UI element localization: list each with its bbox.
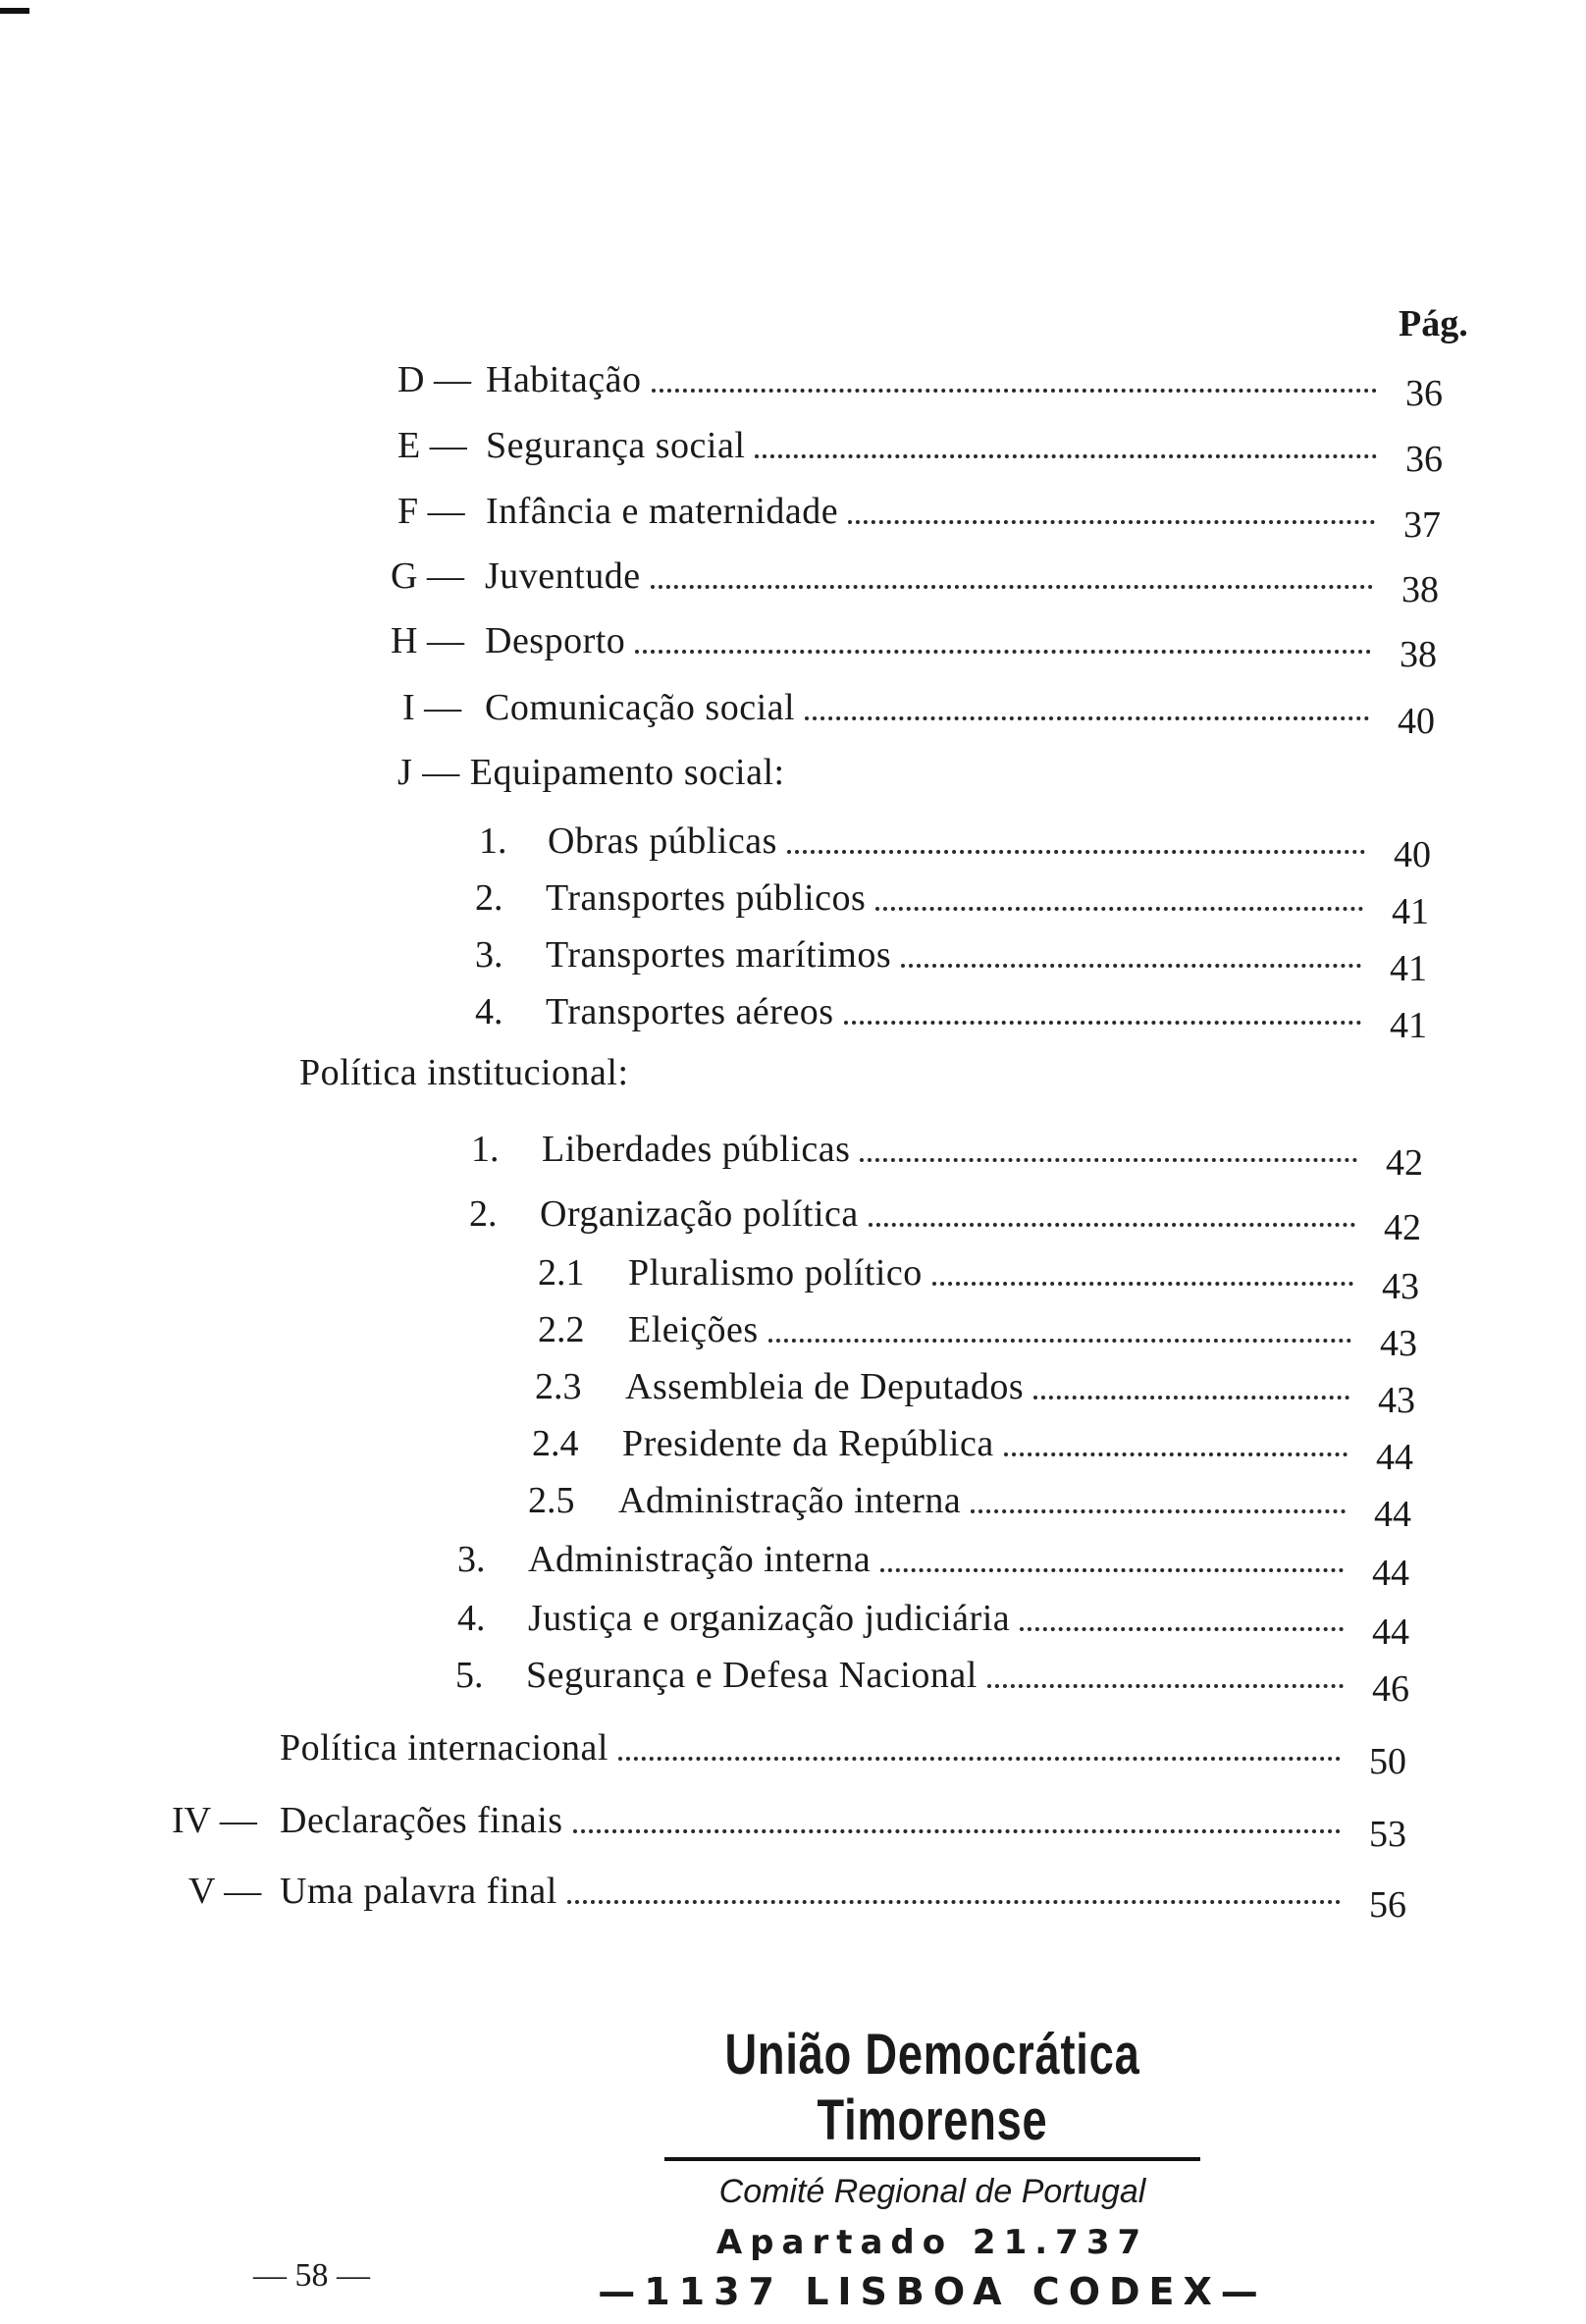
toc-entry-number: 2.4 bbox=[532, 1423, 579, 1464]
leader-dots bbox=[869, 1223, 1355, 1227]
toc-entry bbox=[188, 1871, 1406, 1926]
toc-entry-title: Eleições bbox=[628, 1309, 759, 1350]
toc-entry bbox=[280, 1727, 1406, 1782]
toc-entry-page: 53 bbox=[1369, 1814, 1406, 1855]
toc-entry bbox=[538, 1252, 1419, 1307]
leader-dots bbox=[1033, 1396, 1349, 1400]
toc-entry-page: 40 bbox=[1394, 834, 1431, 875]
toc-entry-title: Liberdades públicas bbox=[542, 1129, 851, 1170]
leader-dots bbox=[880, 1568, 1344, 1572]
toc-entry bbox=[479, 820, 1431, 875]
toc-entry-number: 2.1 bbox=[538, 1252, 585, 1294]
toc-entry-page: 44 bbox=[1372, 1553, 1409, 1594]
toc-entry-title: Segurança social bbox=[486, 425, 746, 466]
toc-entry-title: Organização política bbox=[540, 1193, 859, 1235]
toc-entry-page: 44 bbox=[1376, 1437, 1413, 1478]
organization-stamp bbox=[589, 2022, 1276, 2313]
toc-entry-number: 3. bbox=[457, 1539, 486, 1580]
toc-entry-page: 37 bbox=[1403, 504, 1441, 546]
toc-entry-number: 2. bbox=[475, 877, 503, 919]
toc-entry-page: 36 bbox=[1405, 373, 1443, 414]
toc-entry-page: 50 bbox=[1369, 1741, 1406, 1782]
leader-dots bbox=[844, 1021, 1361, 1025]
toc-entry-number: 5. bbox=[455, 1655, 484, 1696]
toc-entry-title: Juventude bbox=[485, 555, 641, 597]
leader-dots bbox=[805, 716, 1369, 720]
toc-entry-title: Assembleia de Deputados bbox=[625, 1366, 1025, 1407]
toc-entry-letter: E — bbox=[397, 425, 467, 466]
leader-dots bbox=[971, 1509, 1346, 1513]
toc-entry bbox=[391, 620, 1437, 675]
toc-entry-roman: IV — bbox=[172, 1800, 257, 1841]
toc-entry bbox=[532, 1423, 1413, 1478]
leader-dots bbox=[987, 1684, 1344, 1688]
toc-entry-number: 4. bbox=[475, 991, 503, 1032]
toc-entry-page: 41 bbox=[1390, 948, 1427, 989]
toc-entry-number: 4. bbox=[457, 1598, 486, 1639]
toc-entry-title: Justiça e organização judiciária bbox=[528, 1598, 1011, 1639]
leader-dots bbox=[652, 389, 1377, 393]
toc-entry-title: Administração interna bbox=[528, 1539, 872, 1580]
leader-dots bbox=[635, 650, 1371, 654]
toc-entry-letter: F — bbox=[397, 491, 465, 532]
toc-entry-title: Desporto bbox=[485, 620, 626, 661]
toc-entry-title: Presidente da República bbox=[622, 1423, 994, 1464]
stamp-po-box: Apartado 21.737 bbox=[715, 2223, 1149, 2262]
toc-entry-page: 46 bbox=[1372, 1668, 1409, 1710]
toc-entry-page: 44 bbox=[1372, 1611, 1409, 1653]
toc-entry-title: Habitação bbox=[486, 359, 642, 400]
toc-entry bbox=[475, 991, 1427, 1046]
leader-dots bbox=[573, 1829, 1341, 1833]
toc-entry bbox=[457, 1598, 1409, 1653]
toc-entry-page: 42 bbox=[1386, 1142, 1423, 1184]
toc-entry bbox=[397, 491, 1441, 546]
leader-dots bbox=[932, 1282, 1353, 1286]
toc-entry bbox=[455, 1655, 1409, 1710]
toc-entry-letter: I — bbox=[402, 687, 462, 728]
stamp-organization-name: União Democrática Timorense bbox=[664, 2022, 1200, 2161]
toc-entry-title: Infância e maternidade bbox=[486, 491, 839, 532]
toc-entry-page: 38 bbox=[1401, 569, 1439, 610]
leader-dots bbox=[755, 454, 1377, 458]
toc-entry-title: Transportes públicos bbox=[546, 877, 867, 919]
leader-dots bbox=[768, 1339, 1351, 1343]
toc-entry bbox=[402, 687, 1435, 742]
leader-dots bbox=[618, 1757, 1341, 1761]
toc-entry-title: Transportes marítimos bbox=[546, 934, 892, 976]
toc-entry-letter: D — bbox=[397, 359, 471, 400]
toc-entry bbox=[457, 1539, 1409, 1594]
toc-entry-number: 2.3 bbox=[535, 1366, 582, 1407]
toc-entry-page: 43 bbox=[1382, 1266, 1419, 1307]
toc-entry-number: 2. bbox=[469, 1193, 498, 1235]
toc-entry-number: 2.2 bbox=[538, 1309, 585, 1350]
toc-entry-number: 2.5 bbox=[528, 1480, 575, 1521]
page-number: — 58 — bbox=[253, 2257, 370, 2294]
toc-entry bbox=[475, 934, 1427, 989]
toc-entry-title: Política internacional bbox=[280, 1727, 608, 1769]
toc-entry bbox=[475, 877, 1429, 932]
toc-entry bbox=[397, 425, 1443, 480]
toc-entry-page: 43 bbox=[1378, 1380, 1415, 1421]
toc-entry-page: 41 bbox=[1390, 1005, 1427, 1046]
toc-entry-title: Administração interna bbox=[618, 1480, 962, 1521]
toc-entry-page: 42 bbox=[1384, 1207, 1421, 1248]
toc-entry-number: 1. bbox=[479, 820, 507, 862]
toc-entry-letter: H — bbox=[391, 620, 464, 661]
toc-entry-title: Declarações finais bbox=[280, 1800, 563, 1841]
toc-entry-roman: V — bbox=[188, 1871, 262, 1912]
leader-dots bbox=[875, 907, 1363, 911]
leader-dots bbox=[1020, 1627, 1344, 1631]
toc-entry bbox=[471, 1129, 1423, 1184]
toc-entry-title: Segurança e Defesa Nacional bbox=[526, 1655, 978, 1696]
toc-entry-number: 1. bbox=[471, 1129, 500, 1170]
section-heading-equipamento: J — Equipamento social: bbox=[397, 752, 785, 793]
leader-dots bbox=[901, 964, 1361, 968]
toc-entry-title: Uma palavra final bbox=[280, 1871, 557, 1912]
leader-dots bbox=[1004, 1452, 1348, 1456]
toc-entry bbox=[397, 359, 1443, 414]
toc-entry bbox=[535, 1366, 1415, 1421]
toc-entry-page: 36 bbox=[1405, 439, 1443, 480]
toc-entry-page: 38 bbox=[1400, 634, 1437, 675]
toc-entry-letter: G — bbox=[391, 555, 464, 597]
toc-entry-page: 44 bbox=[1374, 1494, 1411, 1535]
toc-entry-page: 43 bbox=[1380, 1323, 1417, 1364]
toc-entry bbox=[538, 1309, 1417, 1364]
stamp-committee: Comité Regional de Portugal bbox=[718, 2173, 1146, 2210]
toc-entry-title: Comunicação social bbox=[485, 687, 796, 728]
toc-entry-page: 40 bbox=[1398, 701, 1435, 742]
toc-entry-title: Transportes aéreos bbox=[546, 991, 834, 1032]
toc-entry-title: Pluralismo político bbox=[628, 1252, 923, 1294]
stamp-city: —1137 LISBOA CODEX— bbox=[598, 2270, 1267, 2313]
page-column-header: Pág. bbox=[1399, 303, 1468, 344]
toc-entry-number: 3. bbox=[475, 934, 503, 976]
toc-entry bbox=[528, 1480, 1411, 1535]
toc-entry bbox=[172, 1800, 1406, 1855]
leader-dots bbox=[848, 520, 1375, 524]
leader-dots bbox=[651, 585, 1373, 589]
toc-entry-page: 56 bbox=[1369, 1884, 1406, 1926]
leader-dots bbox=[567, 1900, 1341, 1904]
toc-entry bbox=[391, 555, 1439, 610]
leader-dots bbox=[860, 1158, 1357, 1162]
toc-entry-page: 41 bbox=[1392, 891, 1429, 932]
section-heading-institucional: Política institucional: bbox=[299, 1052, 629, 1093]
leader-dots bbox=[787, 850, 1365, 854]
toc-entry-title: Obras públicas bbox=[548, 820, 777, 862]
toc-entry bbox=[469, 1193, 1421, 1248]
scan-corner-mark bbox=[0, 8, 29, 14]
